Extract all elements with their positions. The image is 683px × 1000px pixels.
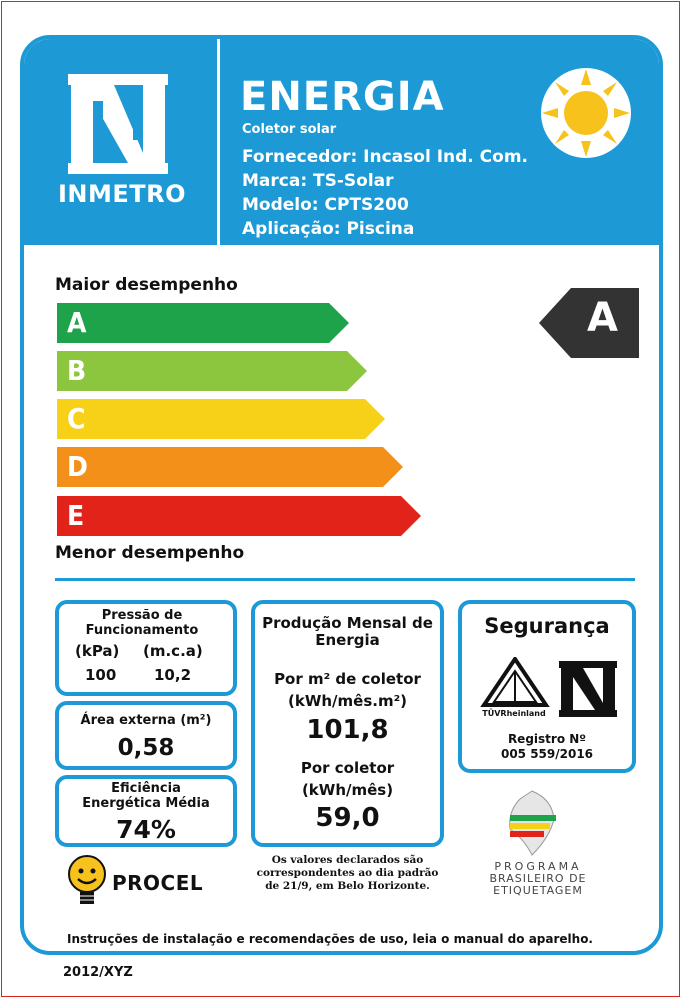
supplier-line: Fornecedor: Incasol Ind. Com.: [242, 147, 528, 167]
class-bar-c-arrow: [57, 399, 385, 439]
application-line: Aplicação: Piscina: [242, 219, 415, 239]
energy-label: [20, 35, 663, 955]
class-bar-b-arrow: [57, 351, 367, 391]
class-bar-a-arrow: [57, 303, 349, 343]
pressure-title: Pressão de Funcionamento: [85, 608, 199, 638]
reference-note: Os valores declarados são correspondentes ao dia padrão de 21/9, em Belo Horizonte.: [256, 854, 439, 892]
pbe-line-3: ETIQUETAGEM: [493, 884, 583, 897]
rating-indicator: [539, 288, 639, 362]
class-b-letter: B: [67, 354, 87, 387]
label-code: 2012/XYZ: [63, 965, 133, 980]
area-label: Área externa (m²): [80, 713, 212, 728]
class-bar-a: [57, 303, 349, 343]
class-bar-b: [57, 351, 367, 391]
class-bar-d-arrow: [57, 447, 403, 487]
tuv-triangle-icon: [476, 657, 554, 717]
safety-title: Segurança: [484, 614, 610, 638]
pbe-line-2: BRASILEIRO DE: [489, 872, 587, 885]
pressure-box: [55, 600, 237, 696]
rating-letter: A: [587, 295, 618, 341]
per-m2-value: 101,8: [306, 715, 389, 745]
instructions-text: Instruções de instalação e recomendações de uso, leia o manual do aparelho.: [67, 932, 593, 946]
pbe-map-icon: [502, 789, 562, 859]
class-bar-d: [57, 447, 403, 487]
per-collector-value: 59,0: [315, 803, 380, 833]
inmetro-wordmark: INMETRO: [57, 180, 187, 208]
inmetro-logo: [24, 39, 217, 245]
production-box: [251, 600, 444, 847]
class-d-letter: D: [67, 450, 88, 483]
safety-box: [458, 600, 636, 773]
class-bar-c: [57, 399, 385, 439]
class-c-letter: C: [67, 402, 86, 435]
area-value: 0,58: [117, 735, 175, 761]
inmetro-small-mark-icon: [557, 659, 619, 719]
efficiency-box: [55, 775, 237, 847]
bottom-performance-label: Menor desempenho: [55, 543, 245, 563]
class-bar-e-arrow: [57, 496, 421, 536]
inmetro-mark-icon: [24, 39, 217, 179]
brand-line: Marca: TS-Solar: [242, 171, 394, 191]
tuv-name: TÜVRheinland: [482, 709, 546, 718]
area-box: [55, 701, 237, 770]
pressure-unit-mca: (m.c.a): [143, 642, 203, 660]
section-separator: [55, 578, 635, 581]
registry-number: 005 559/2016: [500, 747, 594, 761]
class-a-letter: A: [67, 306, 87, 339]
class-bar-e: [57, 496, 421, 536]
production-title: Produção Mensal de Energia: [262, 614, 433, 649]
sun-icon: [536, 63, 636, 163]
header-divider: [217, 39, 220, 245]
top-performance-label: Maior desempenho: [55, 275, 238, 295]
pressure-value-mca: 10,2: [154, 666, 192, 684]
efficiency-label: Eficiência Energética Média: [82, 781, 210, 811]
model-line: Modelo: CPTS200: [242, 195, 409, 215]
per-m2-unit: (kWh/mês.m²): [287, 692, 408, 710]
per-collector-label: Por coletor: [300, 759, 395, 777]
pressure-unit-kpa: (kPa): [75, 642, 120, 660]
label-title: ENERGIA: [240, 74, 445, 120]
procel-wordmark: PROCEL: [112, 871, 204, 895]
per-collector-unit: (kWh/mês): [301, 781, 394, 799]
pressure-value-kpa: 100: [85, 666, 117, 684]
label-subtitle: Coletor solar: [242, 122, 337, 137]
procel-bulb-icon: [66, 854, 108, 910]
label-header: [24, 39, 659, 245]
registry-label: Registro Nº: [507, 732, 587, 746]
class-e-letter: E: [67, 499, 85, 532]
efficiency-value: 74%: [116, 815, 176, 844]
per-m2-label: Por m² de coletor: [274, 670, 421, 688]
pbe-line-1: PROGRAMA: [494, 860, 582, 873]
